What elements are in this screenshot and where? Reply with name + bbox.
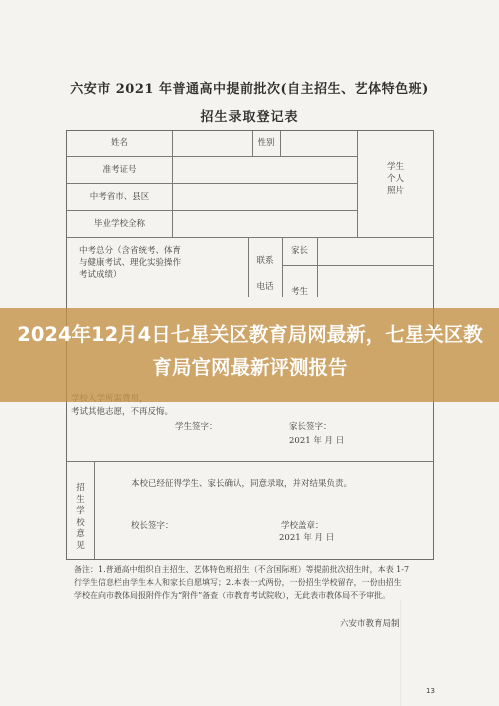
agreement-text-line2: 考试其他志愿，不再反悔。	[71, 407, 174, 417]
headline-text[interactable]: 2024年12月4日七星关区教育局网最新，七星关区教育局官网最新评测报告	[17, 323, 483, 379]
name-label: 姓名	[110, 138, 128, 148]
gender-label: 性别	[257, 138, 275, 148]
issuer-label: 六安市教育局制	[340, 619, 400, 629]
exam-id-label: 准考证号	[102, 165, 137, 175]
phone-label: 电话	[256, 282, 274, 292]
school-opinion-label: 招 生 学 校 意 见	[76, 483, 85, 551]
signature-date: 2021 年 月 日	[289, 436, 345, 446]
school-date: 2021 年 月 日	[279, 533, 335, 543]
school-name-label: 毕业学校全称	[93, 219, 145, 229]
contact-label: 联系	[256, 256, 274, 266]
document-title: 六安市 2021 年普通高中提前批次(自主招生、艺体特色班)	[70, 82, 429, 97]
school-statement: 本校已经征得学生、家长确认，同意录取，并对结果负责。	[131, 479, 353, 489]
note-line-3: 学校在向市教体局报附件作为“附件”备查（市教育考试院收），无此表市教体局不予审批。	[74, 591, 391, 600]
page-fold-shadow	[400, 600, 402, 706]
photo-label: 学生 个人 照片	[386, 162, 404, 196]
school-seal-label: 学校盖章：	[281, 521, 324, 531]
parent-label: 家长	[290, 246, 308, 256]
score-label: 中考总分（含省统考、体育与健康考试、理化实验操作考试成绩）	[79, 246, 182, 280]
page-number: 13	[426, 687, 435, 695]
parent-signature-label: 家长签字：	[289, 422, 332, 432]
document-subtitle: 招生录取登记表	[200, 110, 299, 125]
principal-signature-label: 校长签字：	[131, 521, 174, 531]
student-signature-label: 学生签字：	[175, 422, 218, 432]
note-line-1: 备注：1.普通高中组织自主招生、艺体特色班招生（不含国际班）等提前批次招生时，本表 1-7	[74, 565, 410, 574]
note-line-2: 行学生信息栏由学生本人和家长自愿填写；2.本表一式两份，一份招生学校留存，一份由招生	[74, 578, 402, 587]
student-label: 考生	[290, 287, 308, 297]
city-county-label: 中考省市、县区	[89, 192, 150, 202]
